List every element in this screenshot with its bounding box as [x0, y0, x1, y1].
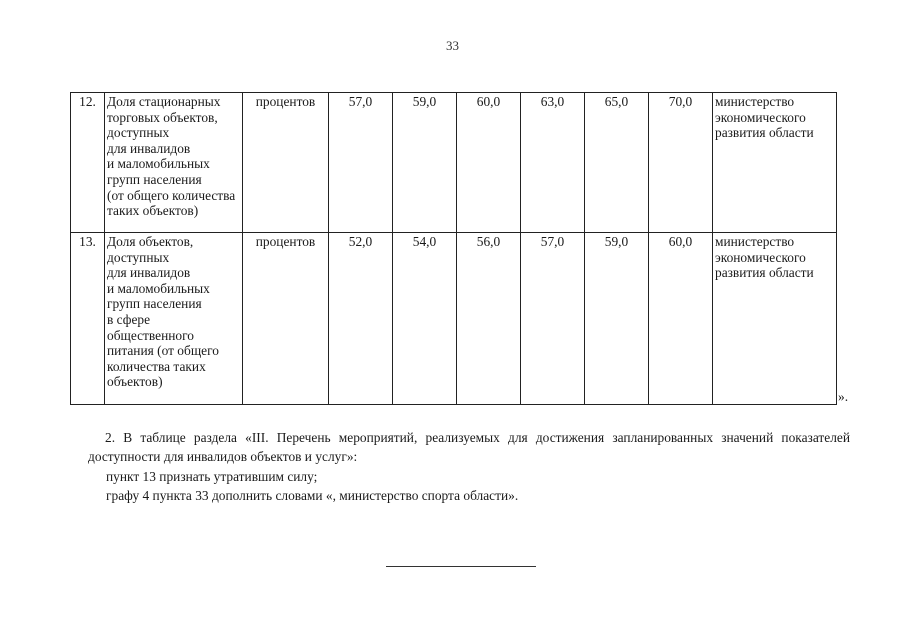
indicator-name-line: в сфере [107, 311, 151, 327]
value-cell: 57,0 [521, 233, 585, 405]
responsible-body [713, 233, 837, 405]
indicator-name-line: и маломобильных [107, 280, 210, 296]
unit-cell: процентов [243, 93, 329, 233]
responsible-body-line: министерство [715, 94, 795, 109]
indicator-name-line: питания (от общего [107, 343, 219, 359]
value-cell: 65,0 [585, 93, 649, 233]
unit-cell: процентов [243, 233, 329, 405]
value-cell: 56,0 [457, 233, 521, 405]
indicator-name-line: для инвалидов [107, 265, 191, 281]
responsible-body-line: министерство [715, 234, 795, 249]
value-cell: 52,0 [329, 233, 393, 405]
closing-quote: ». [838, 389, 849, 404]
value-cell: 57,0 [329, 93, 393, 233]
indicator-name-line: доступных [107, 125, 170, 141]
row-number: 12. [71, 93, 105, 233]
indicator-name-line: Доля объектов, [107, 234, 194, 249]
indicator-name-line: групп населения [107, 296, 202, 312]
value-cell: 59,0 [585, 233, 649, 405]
indicator-name-line: доступных [107, 249, 170, 265]
responsible-body-line: развития области [715, 265, 814, 281]
indicator-name-line: объектов) [107, 374, 163, 390]
end-rule-divider [386, 566, 536, 567]
responsible-body-line: развития области [715, 125, 814, 141]
indicator-name-line: общественного [107, 327, 194, 343]
value-cell: 60,0 [649, 233, 713, 405]
indicator-name-line: групп населения [107, 171, 202, 187]
indicator-name [105, 233, 243, 405]
indicator-name-line: Доля стационарных [107, 94, 221, 109]
table-row [71, 93, 837, 233]
paragraph-amendment-intro: 2. В таблице раздела «III. Перечень мероприятий, реализуемых для достижения запланированных значений показателей доступности для инвалидов объектов и услуг»: [88, 430, 850, 464]
responsible-body-line: экономического [715, 109, 806, 125]
value-cell: 70,0 [649, 93, 713, 233]
indicator-name-line: торговых объектов, [107, 109, 218, 125]
value-cell: 60,0 [457, 93, 521, 233]
indicator-name-line: и маломобильных [107, 156, 210, 172]
indicator-name-line: таких объектов) [107, 203, 199, 219]
value-cell: 54,0 [393, 233, 457, 405]
row-number: 13. [71, 233, 105, 405]
indicator-name [105, 93, 243, 233]
indicator-name-line: количества таких [107, 358, 206, 374]
indicator-name-line: (от общего количества [107, 187, 236, 203]
table-row [71, 233, 837, 405]
indicators-table [70, 92, 837, 405]
paragraph-item-33-addition: графу 4 пункта 33 дополнить словами «, министерство спорта области». [106, 488, 519, 503]
responsible-body [713, 93, 837, 233]
responsible-body-line: экономического [715, 249, 806, 265]
value-cell: 63,0 [521, 93, 585, 233]
indicator-name-line: для инвалидов [107, 140, 191, 156]
page-number: 33 [446, 38, 459, 53]
paragraph-item-13-repeal: пункт 13 признать утратившим силу; [106, 469, 318, 484]
value-cell: 59,0 [393, 93, 457, 233]
